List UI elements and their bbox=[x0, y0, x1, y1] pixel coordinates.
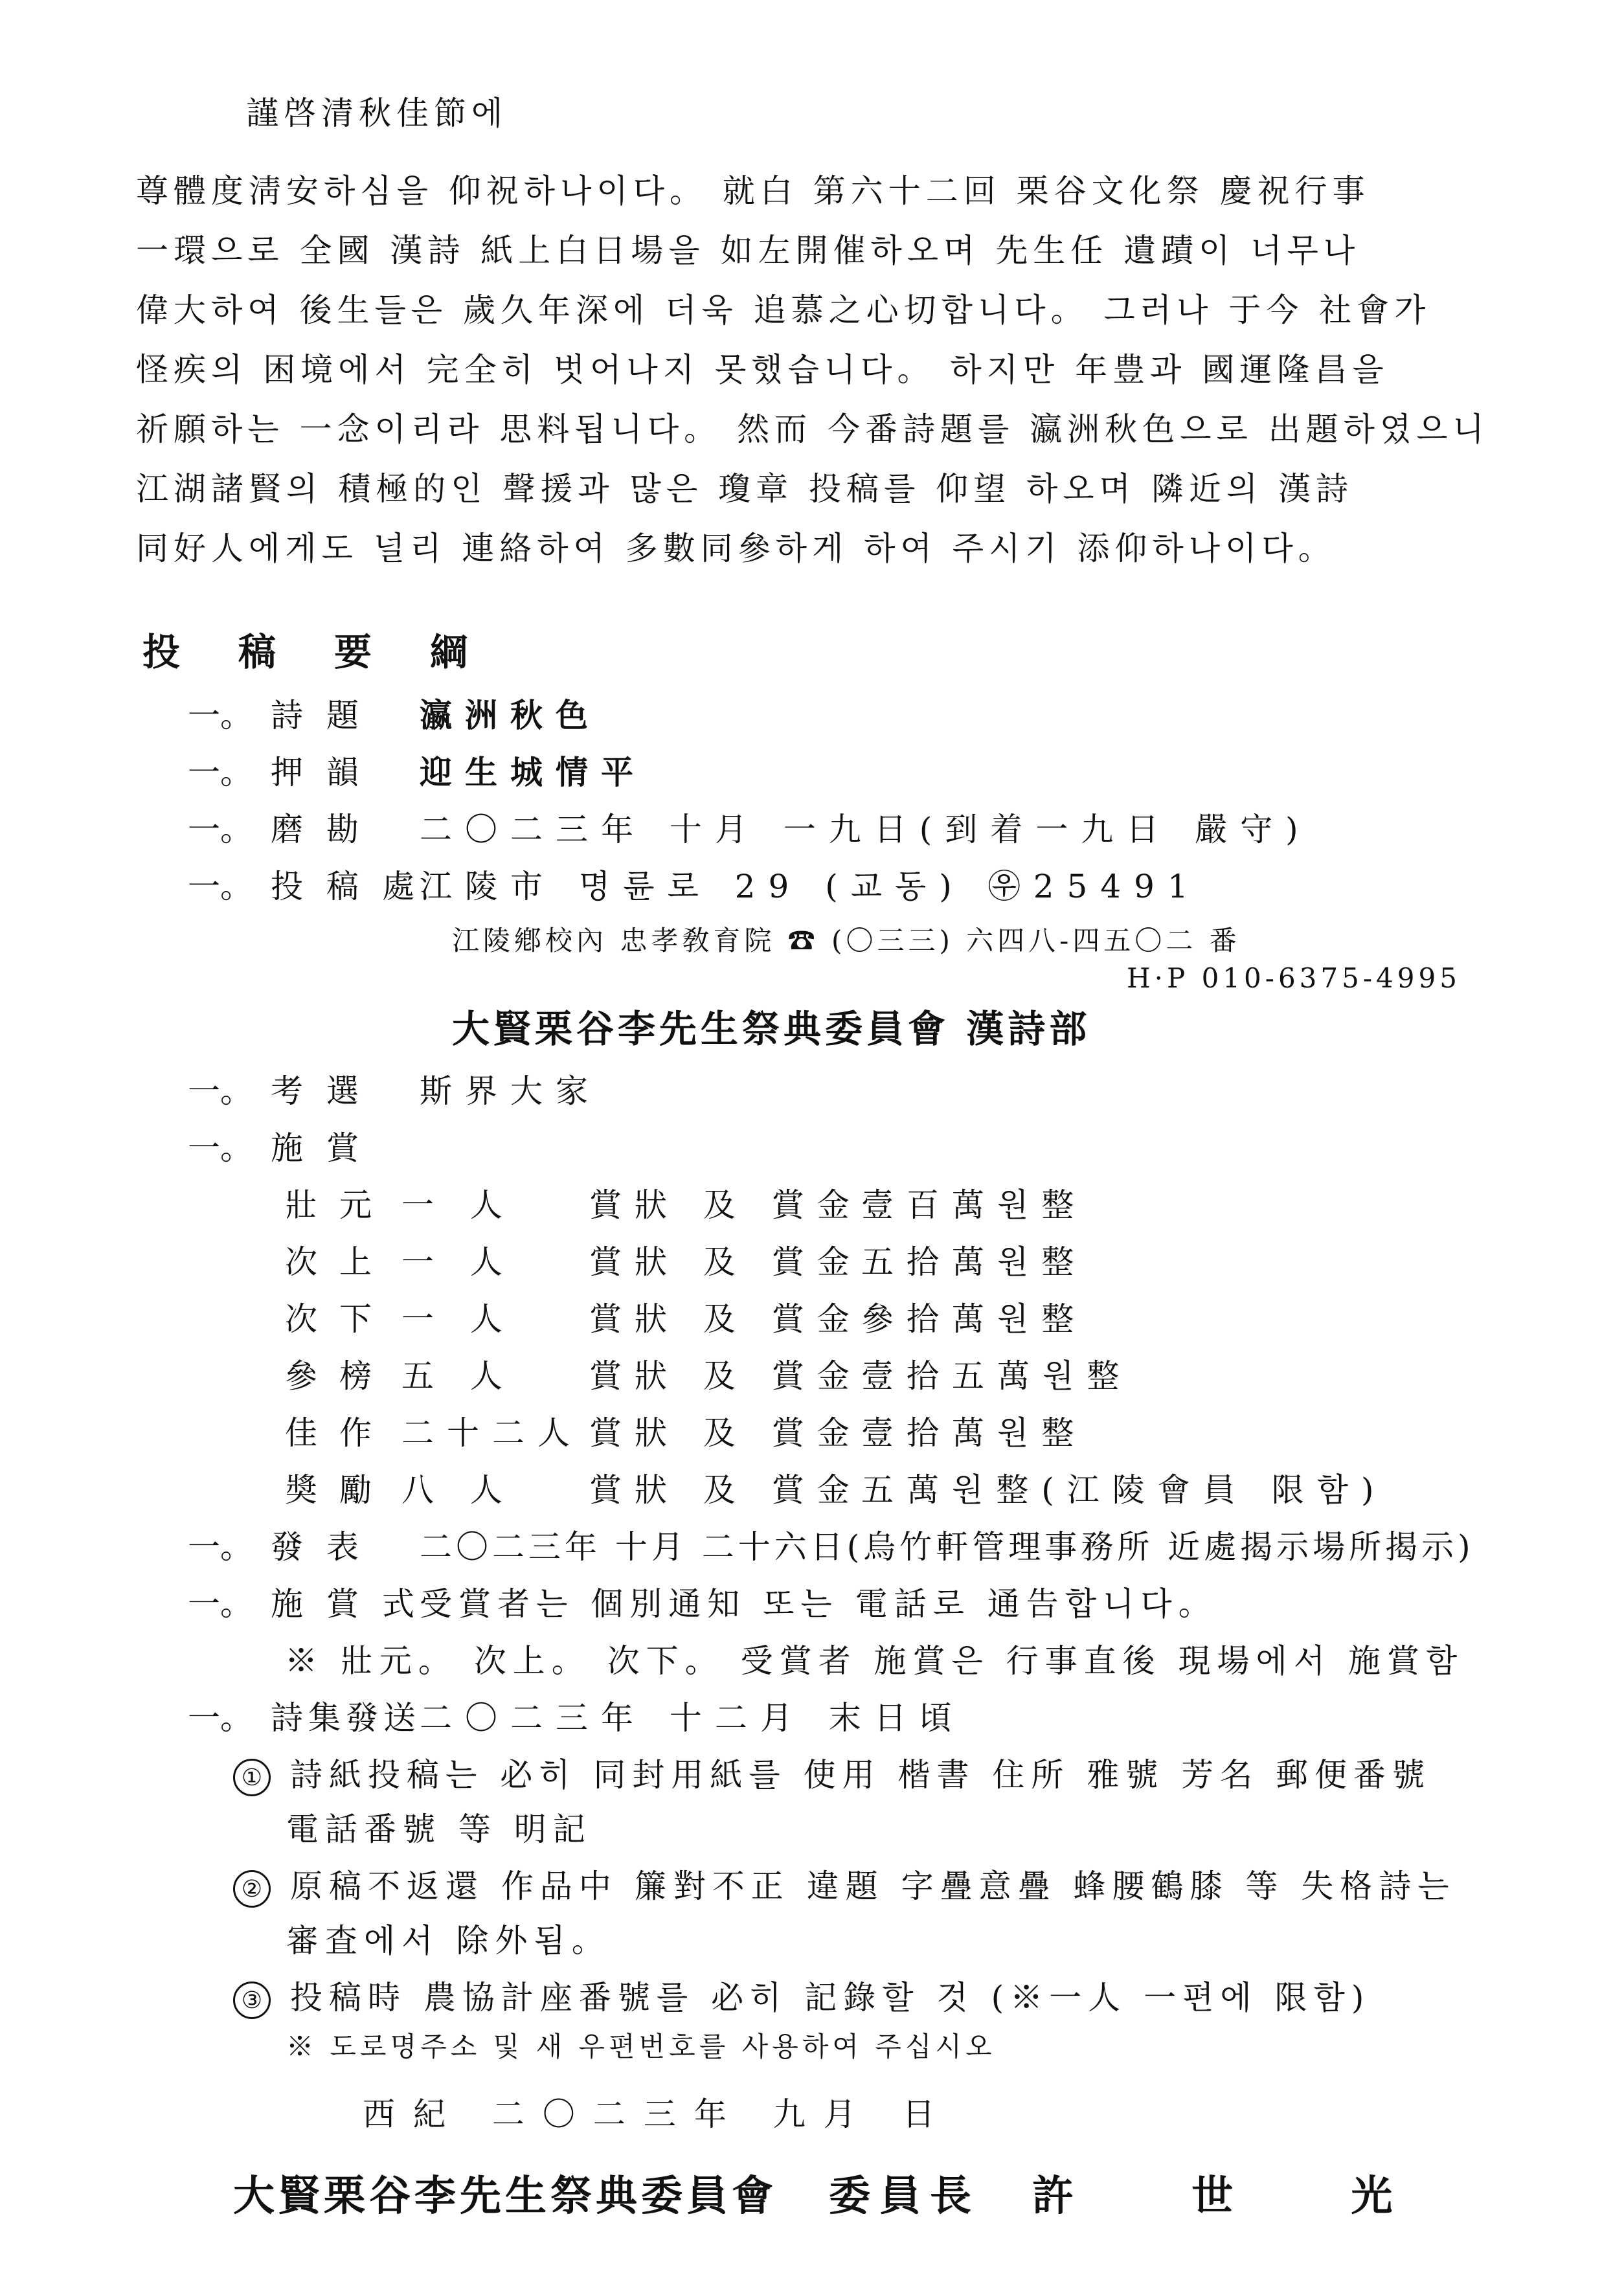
prize-amount: 壹百萬원整 bbox=[861, 1186, 1087, 1224]
paragraph-line-2 bbox=[136, 234, 1360, 267]
paragraph-line-1 bbox=[136, 172, 1370, 210]
guidelines-heading-text: 投稿要綱 bbox=[142, 630, 526, 674]
item-label: 詩集發送 bbox=[271, 1699, 421, 1737]
item-selection bbox=[188, 1072, 601, 1110]
note-3 bbox=[233, 1981, 1370, 2019]
item-anthology bbox=[188, 1699, 965, 1737]
paragraph-text-3: 偉大하여 後生들은 歲久年深에 더욱 追慕之心切합니다。 그러나 于今 社會가 bbox=[136, 291, 1431, 329]
item-bullet: 一。 bbox=[188, 697, 253, 734]
note-text: 投稿時 農協計座番號를 必히 記錄할 것 (※一人 一편에 限함) bbox=[290, 1979, 1371, 2016]
guidelines-heading bbox=[142, 622, 526, 676]
item-label: 施賞式 bbox=[271, 1585, 438, 1623]
prize-row bbox=[285, 1414, 1087, 1452]
paragraph-line-4 bbox=[136, 351, 1389, 389]
item-bullet: 一。 bbox=[188, 1129, 253, 1167]
item-bullet: 一。 bbox=[188, 1072, 253, 1110]
note-marker: ② bbox=[233, 1870, 271, 1908]
paragraph-text-2: 一環으로 全國 漢詩 紙上白日場을 如左開催하오며 先生任 遺蹟이 너무나 bbox=[136, 232, 1360, 269]
paragraph-line-7 bbox=[136, 532, 1336, 565]
note-text: 詩紙投稿는 必히 同封用紙를 使用 楷書 住所 雅號 芳名 郵便番號 bbox=[290, 1756, 1432, 1794]
item-value: 二〇二三年 十二月 末日頃 bbox=[420, 1699, 965, 1737]
note-1-cont bbox=[286, 1813, 592, 1846]
item-deadline bbox=[188, 813, 1311, 846]
host-line bbox=[452, 1007, 1091, 1051]
prize-rank: 佳作 bbox=[285, 1414, 394, 1452]
prize-row bbox=[285, 1471, 1387, 1509]
prize-reward: 賞狀 及 賞金 bbox=[589, 1186, 863, 1224]
item-announcement bbox=[188, 1528, 1474, 1566]
item-label: 發表 bbox=[271, 1528, 382, 1566]
note-2-cont bbox=[286, 1922, 611, 1959]
item-value: 瀛洲秋色 bbox=[420, 696, 601, 734]
prize-row bbox=[285, 1357, 1133, 1395]
paragraph-line-3 bbox=[136, 291, 1431, 329]
prize-rank: 次上 bbox=[285, 1243, 394, 1281]
paragraph-text-4: 怪疾의 困境에서 完全히 벗어나지 못했습니다。 하지만 年豊과 國運隆昌을 bbox=[136, 351, 1389, 389]
prize-reward: 賞狀 及 賞金 bbox=[589, 1243, 863, 1281]
item-value: 斯界大家 bbox=[420, 1072, 601, 1110]
prize-amount: 壹拾五萬원整 bbox=[861, 1357, 1133, 1395]
phone-text: H·P 010-6375-4995 bbox=[1127, 962, 1461, 994]
address-text: 江陵鄕校內 忠孝敎育院 ☎ (〇三三) 六四八-四五〇二 番 bbox=[452, 925, 1241, 956]
prize-amount: 五拾萬원整 bbox=[861, 1243, 1087, 1281]
prize-reward: 賞狀 及 賞金 bbox=[589, 1357, 863, 1395]
prize-amount: 參拾萬원整 bbox=[861, 1300, 1087, 1338]
prize-count: 一 人 bbox=[401, 1300, 515, 1338]
note-text: 審査에서 除外됨。 bbox=[286, 1922, 611, 1959]
item-label: 磨勘 bbox=[271, 811, 382, 848]
paragraph-text-6: 江湖諸賢의 積極的인 聲援과 많은 瓊章 投稿를 仰望 하오며 隣近의 漢詩 bbox=[136, 470, 1354, 508]
item-label: 詩題 bbox=[271, 697, 382, 734]
note-2 bbox=[233, 1870, 1456, 1908]
prize-rank: 參榜 bbox=[285, 1357, 394, 1395]
item-bullet: 一。 bbox=[188, 1699, 253, 1737]
item-bullet: 一。 bbox=[188, 868, 253, 905]
paragraph-text-7: 同好人에게도 널리 連絡하여 多數同參하게 하여 주시기 添仰하나이다。 bbox=[136, 530, 1336, 567]
item-value: 迎生城情平 bbox=[420, 753, 646, 791]
item-label: 投稿處 bbox=[271, 868, 438, 905]
prize-reward: 賞狀 及 賞金 bbox=[589, 1300, 863, 1338]
greeting-text: 謹啓清秋佳節에 bbox=[246, 95, 508, 132]
postal-note-text: ※ 도로명주소 및 새 우편번호를 사용하여 주십시오 bbox=[286, 2031, 996, 2062]
prize-row bbox=[285, 1300, 1087, 1338]
note-1 bbox=[233, 1756, 1432, 1796]
item-label: 押韻 bbox=[271, 754, 382, 791]
item-bullet: 一。 bbox=[188, 754, 253, 791]
note-text: 電話番號 等 明記 bbox=[286, 1811, 592, 1848]
prize-rank: 次下 bbox=[285, 1300, 394, 1338]
phone-line bbox=[1127, 962, 1461, 994]
ceremony-note bbox=[285, 1642, 1464, 1680]
prize-rank: 奬勵 bbox=[285, 1471, 394, 1509]
paragraph-text-1: 尊體度淸安하심을 仰祝하나이다。 就白 第六十二回 栗谷文化祭 慶祝行事 bbox=[136, 172, 1370, 210]
paragraph-line-5 bbox=[136, 413, 1489, 446]
item-label: 考選 bbox=[271, 1072, 382, 1110]
greeting bbox=[246, 97, 508, 130]
item-bullet: 一。 bbox=[188, 1528, 253, 1566]
prize-count: 八 人 bbox=[401, 1471, 515, 1509]
item-value: 江陵市 명륜로 29 (교동) ㉾25491 bbox=[420, 868, 1201, 905]
note-marker: ① bbox=[233, 1759, 271, 1796]
date-text: 西紀 二〇二三年 九月 日 bbox=[363, 2095, 953, 2133]
prize-amount: 五萬원整(江陵會員 限함) bbox=[861, 1471, 1387, 1509]
item-bullet: 一。 bbox=[188, 1585, 253, 1623]
signature-org: 大賢栗谷李先生祭典委員會 bbox=[233, 2172, 777, 2220]
item-poem-title bbox=[188, 696, 601, 734]
host-text: 大賢栗谷李先生祭典委員會 漢詩部 bbox=[452, 1007, 1091, 1051]
signature bbox=[233, 2172, 1445, 2220]
item-value: 受賞者는 個別通知 또는 電話로 通告합니다。 bbox=[420, 1585, 1217, 1623]
prize-reward: 賞狀 及 賞金 bbox=[589, 1414, 863, 1452]
postal-note bbox=[286, 2033, 996, 2060]
note-text: 原稿不返還 作品中 簾對不正 違題 字疊意疊 蜂腰鶴膝 等 失格詩는 bbox=[290, 1868, 1456, 1905]
address-line bbox=[452, 927, 1241, 954]
prize-count: 一 人 bbox=[401, 1243, 515, 1281]
prize-count: 五 人 bbox=[401, 1357, 515, 1395]
item-label: 施賞 bbox=[271, 1129, 382, 1167]
paragraph-text-5: 祈願하는 一念이리라 思料됩니다。 然而 今番詩題를 瀛洲秋色으로 出題하였으니 bbox=[136, 411, 1489, 448]
item-rhyme bbox=[188, 753, 646, 791]
prize-count: 二十二人 bbox=[401, 1414, 583, 1452]
prize-count: 一 人 bbox=[401, 1186, 515, 1224]
prize-reward: 賞狀 及 賞金 bbox=[589, 1471, 863, 1509]
signature-name: 許 世 光 bbox=[1032, 2172, 1445, 2220]
item-submission-address bbox=[188, 870, 1201, 903]
prize-row bbox=[285, 1243, 1087, 1281]
item-value: 二〇二三年 十月 一九日(到着一九日 嚴守) bbox=[420, 811, 1311, 848]
item-prizes bbox=[188, 1129, 420, 1167]
paragraph-line-6 bbox=[136, 470, 1354, 508]
item-bullet: 一。 bbox=[188, 811, 253, 848]
item-value: 二〇二三年 十月 二十六日(烏竹軒管理事務所 近處揭示場所揭示) bbox=[420, 1528, 1474, 1566]
ceremony-note-text: ※ 壯元。 次上。 次下。 受賞者 施賞은 行事直後 現場에서 施賞함 bbox=[285, 1642, 1464, 1680]
note-marker: ③ bbox=[233, 1981, 271, 2019]
signature-title: 委員長 bbox=[829, 2172, 980, 2220]
prize-row bbox=[285, 1186, 1087, 1224]
prize-amount: 壹拾萬원整 bbox=[861, 1414, 1087, 1452]
prize-rank: 壯元 bbox=[285, 1186, 394, 1224]
item-ceremony bbox=[188, 1585, 1217, 1623]
date-line bbox=[363, 2095, 953, 2133]
